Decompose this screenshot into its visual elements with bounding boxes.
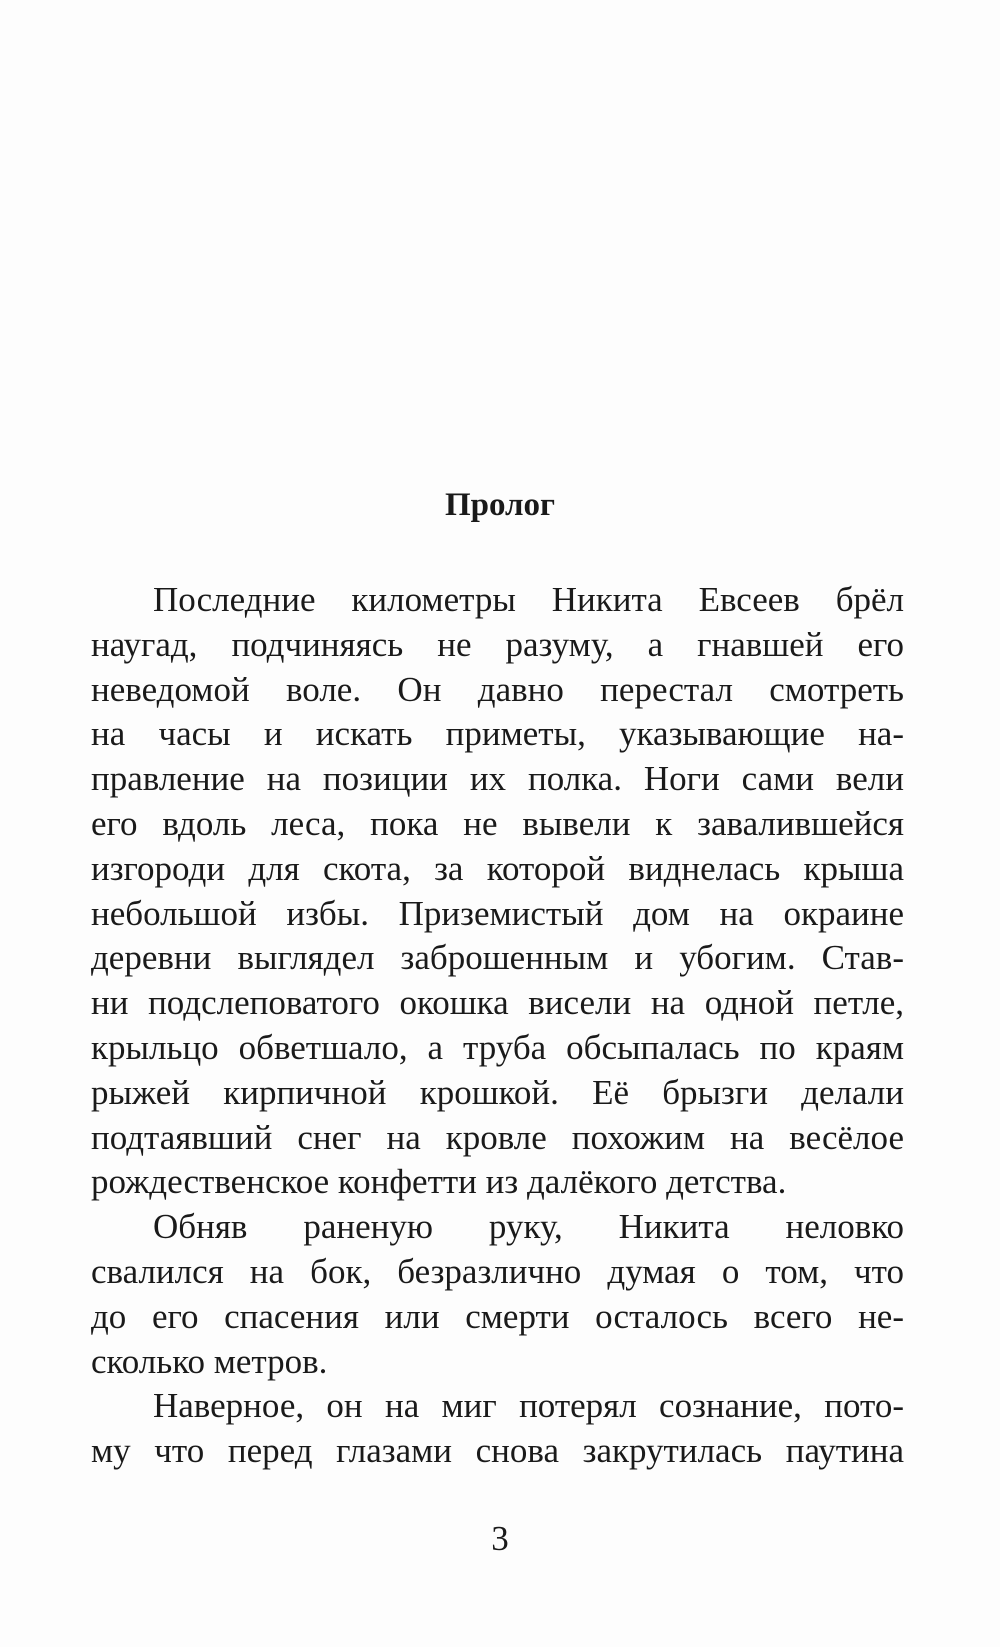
text-line: правление на позиции их полка. Ноги сами вели: [91, 759, 904, 799]
text-line: до его спасения или смерти осталось всего не-: [91, 1296, 904, 1336]
text-line: его вдоль леса, пока не вывели к завалившейся: [91, 803, 904, 843]
text-line: изгороди для скота, за которой виднелась крыша: [91, 848, 904, 888]
text-line: неведомой воле. Он давно перестал смотреть: [91, 669, 904, 709]
text-line: му что перед глазами снова закрутилась паутина: [91, 1431, 904, 1471]
body-text: [91, 578, 904, 1474]
text-line: ни подслеповатого окошка висели на одной петле,: [91, 983, 904, 1023]
text-line: сколько метров.: [91, 1341, 328, 1381]
text-line: свалился на бок, безразлично думая о том, что: [91, 1251, 904, 1291]
paragraph: [91, 1384, 904, 1474]
text-line: Последние километры Никита Евсеев брёл: [153, 580, 904, 619]
text-line: крыльцо обветшало, а труба обсыпалась по краям: [91, 1027, 904, 1067]
paragraph: [91, 1205, 904, 1384]
text-line: рыжей кирпичной крошкой. Её брызги делали: [91, 1072, 904, 1112]
text-line: Обняв раненую руку, Никита неловко: [153, 1207, 904, 1247]
text-line: деревни выглядел заброшенным и убогим. Став-: [91, 938, 904, 978]
page-number: 3: [491, 1519, 509, 1558]
text-line: на часы и искать приметы, указывающие на-: [91, 714, 904, 754]
text-line: рождественское конфетти из далёкого детства.: [91, 1162, 787, 1202]
text-line: небольшой избы. Приземистый дом на окраине: [91, 893, 904, 933]
text-line: наугад, подчиняясь не разуму, а гнавшей его: [91, 624, 904, 664]
chapter-title: Пролог: [444, 487, 556, 523]
text-line: Наверное, он на миг потерял сознание, пото-: [153, 1386, 904, 1426]
text-line: подтаявший снег на кровле похожим на весёлое: [91, 1117, 904, 1157]
paragraph: [91, 578, 904, 1205]
